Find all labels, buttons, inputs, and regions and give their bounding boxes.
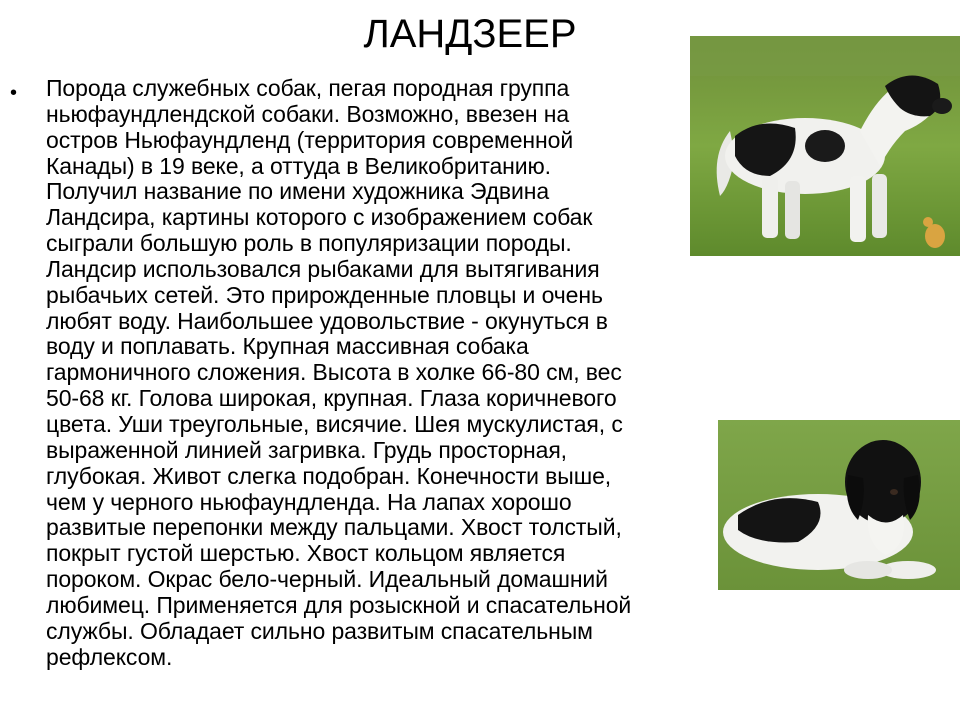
body-line: развитые перепонки между пальцами. Хвост толстый, (46, 514, 622, 541)
body-line: выраженной линией загривка. Грудь просторная, (46, 436, 567, 463)
body-line: глубокая. Живот слегка подобран. Конечности выше, (46, 462, 612, 489)
body-line: Ландсира, картины которого с изображением собак (46, 204, 593, 231)
dog-lying-photo (718, 420, 960, 590)
dog-lying-image (718, 420, 960, 590)
body-line: Канады) в 19 веке, а оттуда в Великобританию. (46, 152, 551, 179)
body-line: цвета. Уши треугольные, висячие. Шея мускулистая, с (46, 410, 623, 437)
body-line: пороком. Окрас бело-черный. Идеальный домашний (46, 566, 608, 593)
body-line: ньюфаундлендской собаки. Возможно, ввезен на (46, 100, 570, 127)
body-line: гармоничного сложения. Высота в холке 66-80 см, вес (46, 359, 622, 386)
body-line: рыбачьих сетей. Это прирожденные пловцы и очень (46, 281, 603, 308)
body-line: воду и поплавать. Крупная массивная собака (46, 333, 529, 360)
body-line: любят воду. Наибольшее удовольствие - окунуться в (46, 307, 608, 334)
body-line: остров Ньюфаундленд (территория современной (46, 126, 574, 153)
slide-title: ЛАНДЗЕЕР (363, 12, 577, 56)
body-line: Ландсир использовался рыбаками для вытягивания (46, 255, 600, 282)
body-paragraph (46, 76, 746, 670)
dog-standing-photo (690, 36, 960, 256)
body-line: сыграли большую роль в популяризации породы. (46, 230, 572, 257)
bullet-dot: • (10, 82, 18, 104)
body-line: любимец. Применяется для розыскной и спасательной (46, 591, 632, 618)
body-line: Получил название по имени художника Эдвина (46, 178, 550, 205)
body-line: покрыт густой шерстью. Хвост кольцом является (46, 540, 566, 567)
body-line: чем у черного ньюфаундленда. На лапах хорошо (46, 488, 572, 515)
body-line: рефлексом. (46, 643, 173, 670)
dog-standing-image (690, 36, 960, 256)
body-line: 50-68 кг. Голова широкая, крупная. Глаза коричневого (46, 385, 617, 412)
body-line: Порода служебных собак, пегая породная группа (46, 75, 570, 101)
body-line: службы. Обладает сильно развитым спасательным (46, 617, 593, 644)
